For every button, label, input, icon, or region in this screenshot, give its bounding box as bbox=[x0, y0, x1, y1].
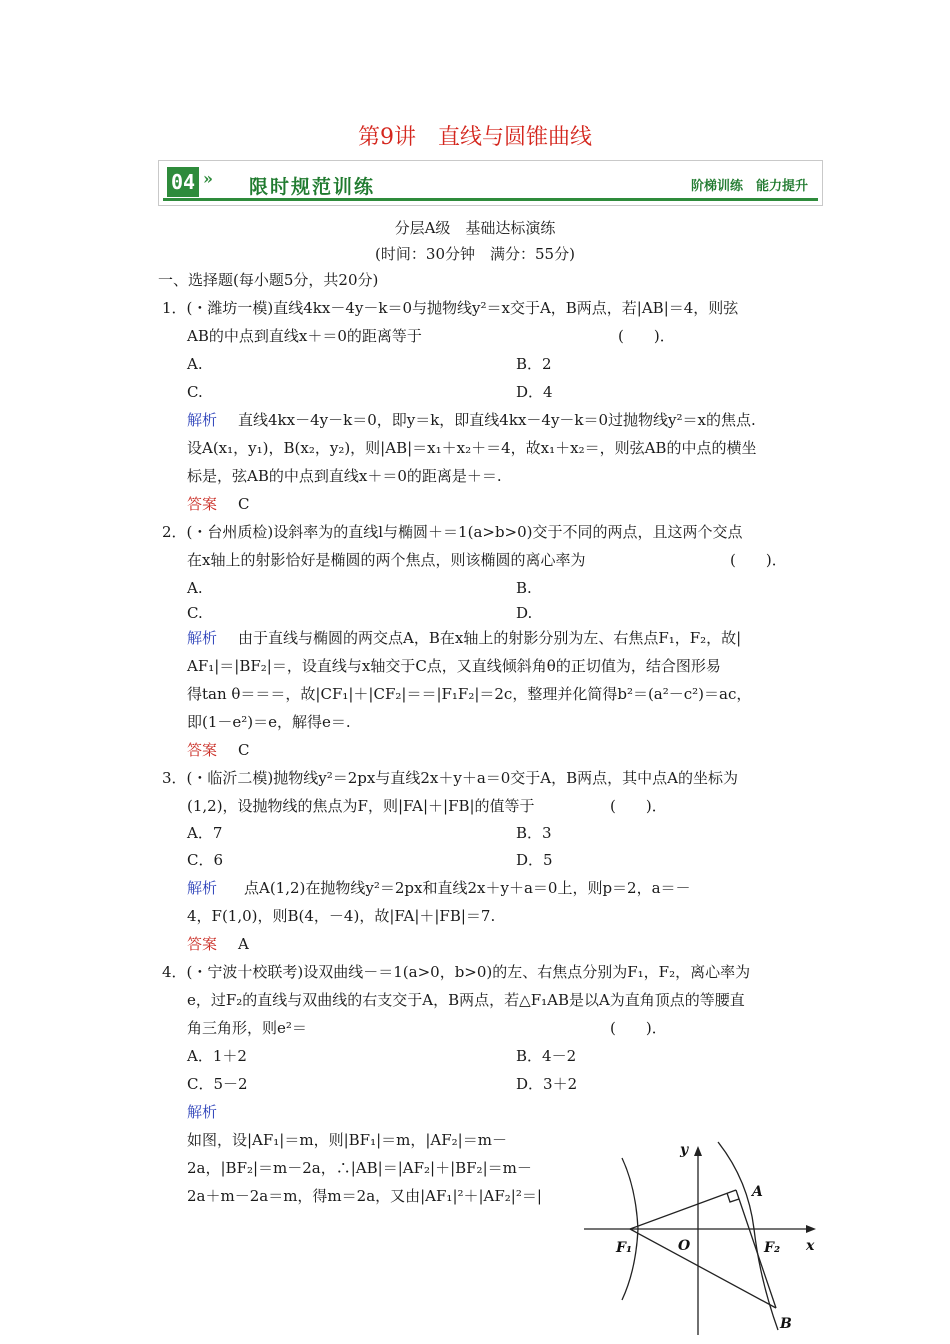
label-y: y bbox=[680, 1142, 689, 1158]
q2-option-b: B. bbox=[516, 579, 532, 597]
label-a: A bbox=[752, 1184, 763, 1200]
level-heading: 分层A级 基础达标演练 bbox=[394, 219, 556, 237]
label-f1: F₁ bbox=[616, 1240, 633, 1256]
q3-paren: ( )． bbox=[610, 797, 667, 815]
q1-paren: ( )． bbox=[618, 327, 675, 345]
q3-option-d: D．5 bbox=[516, 851, 553, 869]
label-f2: F₂ bbox=[764, 1240, 781, 1256]
chevron-right-icon: » bbox=[203, 169, 213, 188]
q4-option-d: D．3＋2 bbox=[516, 1075, 578, 1093]
q1-answer: C bbox=[238, 495, 250, 513]
q1-option-c: C. bbox=[187, 383, 203, 401]
page-title: 第9讲 直线与圆锥曲线 bbox=[358, 125, 592, 150]
q2-analysis-2: AF₁|＝|BF₂|＝，设直线与x轴交于C点，又直线倾斜角θ的正切值为，结合图形易 bbox=[187, 657, 721, 675]
q4-analysis-3: 2a＋m－2a＝m，得m＝2a，又由|AF₁|²＋|AF₂|²＝| bbox=[187, 1187, 542, 1205]
banner-underline bbox=[163, 198, 818, 201]
q4-paren: ( )． bbox=[610, 1019, 667, 1037]
q3-answer-label: 答案 bbox=[187, 935, 218, 953]
q2-analysis-3: 得tan θ＝＝＝，故|CF₁|＋|CF₂|＝＝|F₁F₂|＝2c，整理并化简得b²＝(a²－c²)＝ac， bbox=[187, 685, 752, 703]
q4-option-a: A．1＋2 bbox=[187, 1047, 247, 1065]
q4-analysis-label: 解析 bbox=[187, 1103, 218, 1121]
hyperbola-right-branch bbox=[718, 1142, 781, 1330]
q1-line1: 1．(・潍坊一模)直线4kx－4y－k＝0与抛物线y²＝x交于A，B两点，若|AB|＝4，则弦 bbox=[162, 299, 739, 317]
q2-option-a: A. bbox=[187, 579, 203, 597]
q4-analysis-2: 2a，|BF₂|＝m－2a，∴|AB|＝|AF₂|＋|BF₂|＝m－ bbox=[187, 1159, 532, 1177]
q3-analysis-label: 解析 bbox=[187, 879, 218, 897]
q4-line3: 角三角形，则e²＝ bbox=[187, 1019, 307, 1037]
q2-answer: C bbox=[238, 741, 250, 759]
q1-option-d: D．4 bbox=[516, 383, 553, 401]
q2-analysis-1: 由于直线与椭圆的两交点A，B在x轴上的射影分别为左、右焦点F₁，F₂，故| bbox=[238, 629, 742, 647]
section-heading: 一、选择题(每小题5分，共20分) bbox=[158, 271, 379, 289]
banner-subtitle: 阶梯训练 能力提升 bbox=[690, 179, 808, 194]
q3-line2: (1,2)，设抛物线的焦点为F，则|FA|＋|FB|的值等于 bbox=[187, 797, 535, 815]
q3-line1: 3．(・临沂二模)抛物线y²＝2px与直线2x＋y＋a＝0交于A，B两点，其中点A的坐标为 bbox=[162, 769, 738, 787]
q2-option-d: D. bbox=[516, 604, 533, 622]
q4-line1: 4．(・宁波十校联考)设双曲线－＝1(a>0，b>0)的左、右焦点分别为F₁，F₂，离心率为 bbox=[162, 963, 751, 981]
banner-title: 限时规范训练 bbox=[249, 176, 376, 198]
q3-option-a: A．7 bbox=[187, 824, 223, 842]
banner-number: 04 bbox=[167, 167, 199, 197]
label-x: x bbox=[806, 1238, 815, 1254]
q3-option-c: C．6 bbox=[187, 851, 224, 869]
q4-option-b: B．4－2 bbox=[516, 1047, 577, 1065]
q1-analysis-2: 设A(x₁，y₁)，B(x₂，y₂)，则|AB|＝x₁＋x₂＋＝4，故x₁＋x₂＝，则弦AB的中点的横坐 bbox=[187, 439, 757, 457]
q2-analysis-4: 即(1－e²)＝e，解得e＝. bbox=[187, 713, 351, 731]
q2-answer-label: 答案 bbox=[187, 741, 218, 759]
q2-line2: 在x轴上的射影恰好是椭圆的两个焦点，则该椭圆的离心率为 bbox=[187, 551, 586, 569]
segment-f1-b bbox=[630, 1229, 776, 1308]
y-axis-arrow-icon bbox=[694, 1146, 702, 1156]
q2-analysis-label: 解析 bbox=[187, 629, 218, 647]
x-axis-arrow-icon bbox=[806, 1225, 816, 1233]
q2-option-c: C. bbox=[187, 604, 203, 622]
q2-line1: 2．(・台州质检)设斜率为的直线l与椭圆＋＝1(a>b>0)交于不同的两点，且这两个交点 bbox=[162, 523, 743, 541]
hyperbola-figure bbox=[578, 1130, 828, 1340]
q2-paren: ( )． bbox=[730, 551, 787, 569]
q1-analysis-3: 标是，弦AB的中点到直线x＋＝0的距离是＋＝. bbox=[187, 467, 502, 485]
q3-answer: A bbox=[238, 935, 249, 953]
q1-option-a: A. bbox=[187, 355, 203, 373]
q1-analysis-label: 解析 bbox=[187, 411, 218, 429]
label-b: B bbox=[780, 1316, 792, 1332]
time-info: (时间：30分钟 满分：55分) bbox=[375, 245, 575, 263]
segment-f1-a bbox=[630, 1190, 736, 1229]
label-o: O bbox=[678, 1238, 691, 1254]
q4-analysis-1: 如图，设|AF₁|＝m，则|BF₁|＝m，|AF₂|＝m－ bbox=[187, 1131, 507, 1149]
q4-option-c: C．5－2 bbox=[187, 1075, 248, 1093]
q1-option-b: B．2 bbox=[516, 355, 552, 373]
q3-analysis-2: 4，F(1,0)，则B(4，－4)，故|FA|＋|FB|＝7. bbox=[187, 907, 496, 925]
section-banner bbox=[158, 160, 823, 206]
q1-answer-label: 答案 bbox=[187, 495, 218, 513]
q3-analysis-1: 点A(1,2)在抛物线y²＝2px和直线2x＋y＋a＝0上，则p＝2，a＝－ bbox=[244, 879, 691, 897]
q1-line2: AB的中点到直线x＋＝0的距离等于 bbox=[187, 327, 422, 345]
q4-line2: e，过F₂的直线与双曲线的右支交于A，B两点，若△F₁AB是以A为直角顶点的等腰直 bbox=[187, 991, 745, 1009]
q3-option-b: B．3 bbox=[516, 824, 552, 842]
q1-analysis-1: 直线4kx－4y－k＝0，即y＝k，即直线4kx－4y－k＝0过抛物线y²＝x的焦点. bbox=[238, 411, 756, 429]
